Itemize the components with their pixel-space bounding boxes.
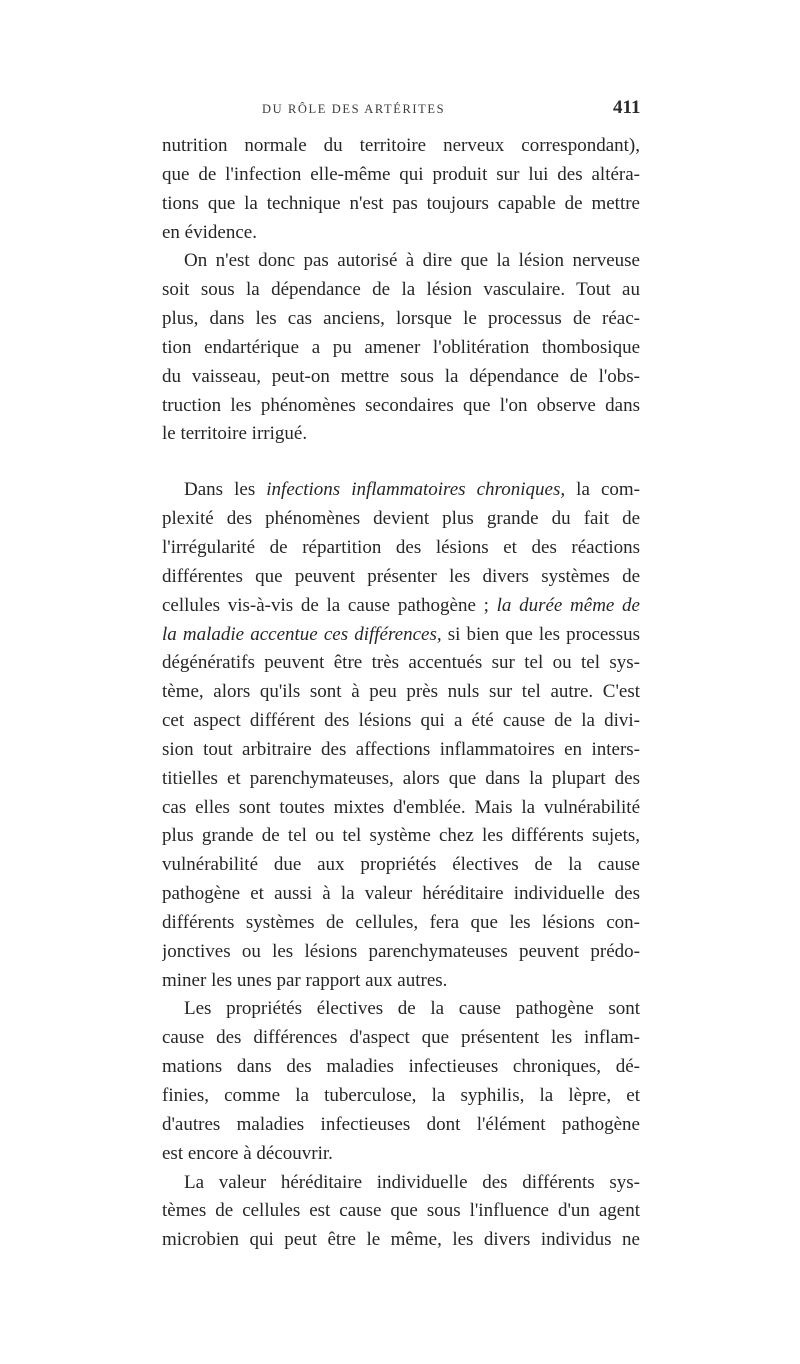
text-line: microbien qui peut être le même, les divers individus ne xyxy=(162,1229,640,1251)
text-line: mations dans des maladies infectieuses chroniques, dé- xyxy=(162,1056,640,1078)
text-line: différents systèmes de cellules, fera que les lésions con- xyxy=(162,911,640,933)
text-line: La valeur héréditaire individuelle des différents sys- xyxy=(184,1171,640,1193)
text-line: tèmes de cellules est cause que sous l'influence d'un agent xyxy=(162,1200,640,1222)
paragraph xyxy=(162,1169,640,1256)
text-line xyxy=(162,621,640,650)
text-line xyxy=(162,592,640,621)
body-text xyxy=(162,132,640,1255)
paragraph xyxy=(162,247,640,449)
text-run: Dans les xyxy=(184,479,267,501)
text-line: le territoire irrigué. xyxy=(162,423,308,445)
running-title: DU RÔLE DES ARTÉRITES xyxy=(262,102,446,116)
text-line: plus grande de tel ou tel système chez les différents sujets, xyxy=(162,825,640,847)
text-run: si bien que les processus xyxy=(441,623,640,645)
paragraph-continuation xyxy=(162,132,640,247)
text-line: vulnérabilité due aux propriétés électives de la cause xyxy=(162,854,640,876)
text-line: plus, dans les cas anciens, lorsque le processus de réac- xyxy=(162,308,640,330)
text-line: miner les unes par rapport aux autres. xyxy=(162,969,448,991)
text-line: en évidence. xyxy=(162,221,257,243)
text-line: nutrition normale du territoire nerveux correspondant), xyxy=(162,135,640,156)
italic-run: la maladie accentue ces différences, xyxy=(162,623,442,645)
text-line: dégénératifs peuvent être très accentués sur tel ou tel sys- xyxy=(162,652,640,674)
text-line: différentes que peuvent présenter les divers systèmes de xyxy=(162,565,640,587)
italic-run: infections inflammatoires chroniques, xyxy=(266,479,566,501)
italic-run: la durée même de xyxy=(496,594,640,616)
text-line: d'autres maladies infectieuses dont l'élément pathogène xyxy=(162,1113,640,1135)
text-line: tème, alors qu'ils sont à peu près nuls sur tel autre. C'est xyxy=(162,681,640,703)
text-line xyxy=(162,476,640,505)
text-line: du vaisseau, peut-on mettre sous la dépendance de l'obs- xyxy=(162,365,640,387)
text-line: plexité des phénomènes devient plus grande du fait de xyxy=(162,508,640,530)
text-line: cause des différences d'aspect que présentent les inflam- xyxy=(162,1027,640,1049)
page-number: 411 xyxy=(613,97,641,118)
text-line: truction les phénomènes secondaires que l'on observe dans xyxy=(162,394,640,416)
text-line: soit sous la dépendance de la lésion vasculaire. Tout au xyxy=(162,279,640,301)
text-line: cas elles sont toutes mixtes d'emblée. Mais la vulnérabilité xyxy=(162,796,640,818)
text-line: On n'est donc pas autorisé à dire que la lésion nerveuse xyxy=(184,250,640,272)
text-line: finies, comme la tuberculose, la syphilis, la lèpre, et xyxy=(162,1085,640,1106)
text-line: tions que la technique n'est pas toujours capable de mettre xyxy=(162,192,640,214)
text-line: tion endartérique a pu amener l'oblitération thombosique xyxy=(162,336,640,358)
text-run: cellules vis-à-vis de la cause pathogène ; xyxy=(162,594,497,616)
text-run: la com- xyxy=(565,479,640,501)
text-line: titielles et parenchymateuses, alors que dans la plupart des xyxy=(162,767,640,789)
text-line: jonctives ou les lésions parenchymateuses peuvent prédo- xyxy=(162,940,640,962)
text-line: sion tout arbitraire des affections inflammatoires en inters- xyxy=(162,738,640,760)
text-line: pathogène et aussi à la valeur héréditaire individuelle des xyxy=(162,883,640,905)
text-line: Les propriétés électives de la cause pathogène sont xyxy=(184,998,640,1020)
text-line: cet aspect différent des lésions qui a été cause de la divi- xyxy=(162,710,640,732)
paragraph xyxy=(162,476,640,995)
running-head xyxy=(0,97,800,124)
text-line: est encore à découvrir. xyxy=(162,1142,333,1164)
text-line: que de l'infection elle-même qui produit sur lui des altéra- xyxy=(162,163,640,185)
text-line: l'irrégularité de répartition des lésions et des réactions xyxy=(162,536,640,558)
paragraph xyxy=(162,995,640,1168)
